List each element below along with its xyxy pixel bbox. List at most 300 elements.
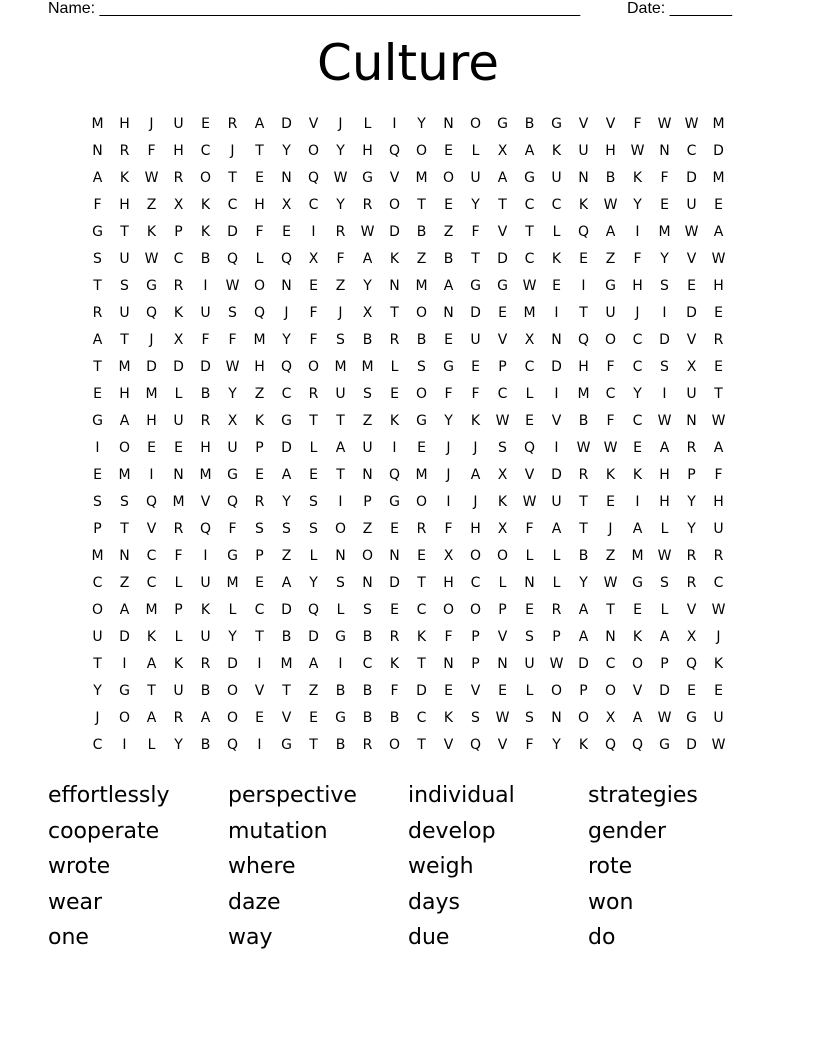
grid-letter[interactable]: L <box>309 548 318 564</box>
grid-letter[interactable]: Q <box>523 440 536 456</box>
grid-letter[interactable]: Q <box>388 143 401 159</box>
grid-letter[interactable]: I <box>122 656 127 672</box>
grid-letter[interactable]: E <box>309 278 318 294</box>
grid-letter[interactable]: P <box>552 629 561 645</box>
grid-letter[interactable]: K <box>146 224 157 240</box>
grid-letter[interactable]: R <box>335 224 346 240</box>
grid-letter[interactable]: Y <box>687 494 696 510</box>
grid-letter[interactable]: E <box>255 575 264 591</box>
grid-letter[interactable]: U <box>713 521 724 537</box>
grid-letter[interactable]: B <box>524 116 535 132</box>
grid-letter[interactable]: Q <box>631 737 644 753</box>
grid-letter[interactable]: F <box>228 521 237 537</box>
grid-letter[interactable]: D <box>173 359 184 375</box>
grid-letter[interactable]: A <box>335 440 346 456</box>
grid-letter[interactable]: C <box>416 710 427 726</box>
grid-letter[interactable]: E <box>309 710 318 726</box>
grid-letter[interactable]: S <box>525 710 534 726</box>
grid-letter[interactable]: V <box>497 737 508 753</box>
grid-letter[interactable]: K <box>389 251 400 267</box>
grid-letter[interactable]: V <box>578 116 589 132</box>
grid-letter[interactable]: G <box>632 575 643 591</box>
grid-letter[interactable]: Y <box>228 386 237 402</box>
grid-letter[interactable]: I <box>446 494 451 510</box>
grid-letter[interactable]: X <box>173 332 184 348</box>
grid-letter[interactable]: W <box>684 116 699 132</box>
grid-letter[interactable]: Z <box>416 251 427 267</box>
grid-letter[interactable]: K <box>605 467 616 483</box>
grid-letter[interactable]: A <box>308 656 319 672</box>
grid-letter[interactable]: F <box>444 521 453 537</box>
grid-letter[interactable]: O <box>361 548 374 564</box>
grid-letter[interactable]: H <box>200 440 211 456</box>
grid-letter[interactable]: E <box>282 224 291 240</box>
grid-letter[interactable]: J <box>473 494 478 510</box>
grid-letter[interactable]: M <box>658 224 671 240</box>
grid-letter[interactable]: E <box>714 359 723 375</box>
grid-letter[interactable]: Q <box>280 359 293 375</box>
grid-letter[interactable]: W <box>603 440 618 456</box>
grid-letter[interactable]: T <box>579 305 588 321</box>
grid-letter[interactable]: W <box>225 278 240 294</box>
grid-letter[interactable]: U <box>335 386 346 402</box>
grid-letter[interactable]: M <box>415 278 428 294</box>
grid-letter[interactable]: V <box>146 521 157 537</box>
grid-letter[interactable]: G <box>497 278 508 294</box>
grid-letter[interactable]: D <box>713 143 724 159</box>
grid-letter[interactable]: E <box>525 602 534 618</box>
grid-letter[interactable]: O <box>442 602 455 618</box>
grid-letter[interactable]: N <box>362 575 373 591</box>
grid-letter[interactable]: N <box>686 413 697 429</box>
grid-letter[interactable]: A <box>254 116 265 132</box>
grid-letter[interactable]: G <box>227 548 238 564</box>
grid-letter[interactable]: V <box>443 737 454 753</box>
grid-letter[interactable]: T <box>606 602 615 618</box>
grid-letter[interactable]: Y <box>336 197 345 213</box>
grid-letter[interactable]: Y <box>660 251 669 267</box>
grid-letter[interactable]: G <box>335 629 346 645</box>
grid-letter[interactable]: Z <box>281 548 292 564</box>
grid-letter[interactable]: U <box>551 494 562 510</box>
grid-letter[interactable]: H <box>254 359 265 375</box>
grid-letter[interactable]: M <box>577 386 590 402</box>
grid-letter[interactable]: M <box>415 467 428 483</box>
grid-letter[interactable]: F <box>633 116 642 132</box>
grid-letter[interactable]: L <box>174 575 183 591</box>
grid-letter[interactable]: S <box>363 602 372 618</box>
grid-letter[interactable]: M <box>712 170 725 186</box>
grid-letter[interactable]: O <box>577 710 590 726</box>
grid-letter[interactable]: F <box>444 629 453 645</box>
grid-letter[interactable]: N <box>578 170 589 186</box>
grid-letter[interactable]: S <box>120 494 129 510</box>
grid-letter[interactable]: R <box>551 602 562 618</box>
grid-letter[interactable]: K <box>200 602 211 618</box>
grid-letter[interactable]: N <box>497 656 508 672</box>
grid-letter[interactable]: F <box>390 683 399 699</box>
grid-letter[interactable]: G <box>281 737 292 753</box>
grid-letter[interactable]: T <box>282 683 291 699</box>
grid-letter[interactable]: S <box>120 278 129 294</box>
grid-letter[interactable]: E <box>714 197 723 213</box>
grid-letter[interactable]: O <box>307 143 320 159</box>
grid-letter[interactable]: Y <box>444 413 453 429</box>
grid-letter[interactable]: N <box>173 467 184 483</box>
grid-letter[interactable]: K <box>416 629 427 645</box>
grid-letter[interactable]: O <box>334 521 347 537</box>
grid-letter[interactable]: A <box>578 602 589 618</box>
grid-letter[interactable]: U <box>470 332 481 348</box>
grid-letter[interactable]: S <box>93 494 102 510</box>
grid-letter[interactable]: K <box>146 629 157 645</box>
grid-letter[interactable]: C <box>497 386 508 402</box>
grid-letter[interactable]: H <box>254 197 265 213</box>
grid-letter[interactable]: L <box>660 521 669 537</box>
grid-letter[interactable]: H <box>443 575 454 591</box>
grid-letter[interactable]: K <box>389 413 400 429</box>
grid-letter[interactable]: C <box>200 143 211 159</box>
grid-letter[interactable]: I <box>554 305 559 321</box>
grid-letter[interactable]: L <box>255 251 264 267</box>
grid-letter[interactable]: F <box>606 359 615 375</box>
grid-letter[interactable]: U <box>173 413 184 429</box>
grid-letter[interactable]: K <box>632 170 643 186</box>
grid-letter[interactable]: D <box>659 332 670 348</box>
grid-letter[interactable]: S <box>309 521 318 537</box>
grid-letter[interactable]: X <box>497 467 508 483</box>
grid-letter[interactable]: G <box>92 413 103 429</box>
grid-letter[interactable]: E <box>444 683 453 699</box>
grid-letter[interactable]: S <box>93 251 102 267</box>
grid-letter[interactable]: B <box>281 629 292 645</box>
grid-letter[interactable]: N <box>443 656 454 672</box>
grid-letter[interactable]: T <box>714 386 723 402</box>
grid-letter[interactable]: Y <box>633 197 642 213</box>
grid-letter[interactable]: O <box>550 683 563 699</box>
grid-letter[interactable]: Y <box>579 575 588 591</box>
grid-letter[interactable]: V <box>254 683 265 699</box>
grid-letter[interactable]: O <box>604 683 617 699</box>
grid-letter[interactable]: D <box>470 305 481 321</box>
grid-letter[interactable]: K <box>443 710 454 726</box>
grid-letter[interactable]: V <box>497 224 508 240</box>
grid-letter[interactable]: N <box>524 575 535 591</box>
grid-letter[interactable]: P <box>579 683 588 699</box>
grid-letter[interactable]: V <box>686 332 697 348</box>
grid-letter[interactable]: J <box>338 305 343 321</box>
grid-letter[interactable]: V <box>497 332 508 348</box>
grid-letter[interactable]: R <box>686 548 697 564</box>
grid-letter[interactable]: U <box>362 440 373 456</box>
grid-letter[interactable]: T <box>336 413 345 429</box>
grid-letter[interactable]: R <box>713 548 724 564</box>
name-field-label[interactable]: Name: ______________________________________________________ <box>48 0 581 17</box>
grid-letter[interactable]: M <box>145 386 158 402</box>
grid-letter[interactable]: B <box>443 251 454 267</box>
grid-letter[interactable]: H <box>659 494 670 510</box>
grid-letter[interactable]: G <box>335 710 346 726</box>
grid-letter[interactable]: T <box>93 359 102 375</box>
grid-letter[interactable]: P <box>255 440 264 456</box>
grid-letter[interactable]: U <box>92 629 103 645</box>
grid-letter[interactable]: W <box>711 737 726 753</box>
grid-letter[interactable]: Q <box>226 737 239 753</box>
grid-letter[interactable]: R <box>362 737 373 753</box>
grid-letter[interactable]: T <box>309 737 318 753</box>
grid-letter[interactable]: K <box>119 170 130 186</box>
grid-letter[interactable]: L <box>174 386 183 402</box>
grid-letter[interactable]: V <box>686 251 697 267</box>
grid-letter[interactable]: E <box>390 386 399 402</box>
grid-letter[interactable]: Z <box>146 197 157 213</box>
grid-letter[interactable]: W <box>603 575 618 591</box>
grid-letter[interactable]: H <box>713 278 724 294</box>
grid-letter[interactable]: D <box>200 359 211 375</box>
grid-letter[interactable]: B <box>200 251 211 267</box>
grid-letter[interactable]: R <box>254 494 265 510</box>
grid-letter[interactable]: W <box>144 251 159 267</box>
grid-letter[interactable]: T <box>336 467 345 483</box>
grid-letter[interactable]: H <box>578 359 589 375</box>
grid-letter[interactable]: G <box>362 170 373 186</box>
grid-letter[interactable]: Y <box>282 494 291 510</box>
grid-letter[interactable]: A <box>632 521 643 537</box>
grid-letter[interactable]: S <box>309 494 318 510</box>
grid-letter[interactable]: P <box>255 548 264 564</box>
grid-letter[interactable]: R <box>200 656 211 672</box>
grid-letter[interactable]: Y <box>336 143 345 159</box>
grid-letter[interactable]: Q <box>685 656 698 672</box>
grid-letter[interactable]: P <box>660 656 669 672</box>
grid-letter[interactable]: E <box>309 467 318 483</box>
grid-letter[interactable]: R <box>119 143 130 159</box>
grid-letter[interactable]: B <box>389 710 400 726</box>
grid-letter[interactable]: C <box>362 656 373 672</box>
grid-letter[interactable]: X <box>497 143 508 159</box>
grid-letter[interactable]: E <box>498 305 507 321</box>
grid-letter[interactable]: G <box>281 413 292 429</box>
grid-letter[interactable]: O <box>388 737 401 753</box>
grid-letter[interactable]: E <box>660 197 669 213</box>
grid-letter[interactable]: A <box>146 656 157 672</box>
grid-letter[interactable]: J <box>473 440 478 456</box>
grid-letter[interactable]: K <box>173 656 184 672</box>
grid-letter[interactable]: W <box>684 224 699 240</box>
grid-letter[interactable]: T <box>525 224 534 240</box>
grid-letter[interactable]: O <box>415 386 428 402</box>
grid-letter[interactable]: Z <box>443 224 454 240</box>
grid-letter[interactable]: G <box>470 278 481 294</box>
grid-letter[interactable]: A <box>659 629 670 645</box>
grid-letter[interactable]: E <box>444 197 453 213</box>
grid-letter[interactable]: T <box>255 629 264 645</box>
grid-letter[interactable]: O <box>118 710 131 726</box>
grid-letter[interactable]: J <box>230 143 235 159</box>
grid-letter[interactable]: L <box>174 629 183 645</box>
grid-letter[interactable]: W <box>657 548 672 564</box>
grid-letter[interactable]: I <box>635 494 640 510</box>
grid-letter[interactable]: J <box>149 332 154 348</box>
grid-letter[interactable]: X <box>362 305 373 321</box>
grid-letter[interactable]: Q <box>469 737 482 753</box>
grid-letter[interactable]: F <box>309 305 318 321</box>
grid-letter[interactable]: L <box>498 575 507 591</box>
grid-letter[interactable]: D <box>146 359 157 375</box>
grid-letter[interactable]: U <box>173 116 184 132</box>
grid-letter[interactable]: J <box>446 440 451 456</box>
grid-letter[interactable]: C <box>605 386 616 402</box>
grid-letter[interactable]: T <box>471 251 480 267</box>
grid-letter[interactable]: F <box>336 251 345 267</box>
grid-letter[interactable]: A <box>92 170 103 186</box>
grid-letter[interactable]: M <box>280 656 293 672</box>
grid-letter[interactable]: C <box>254 602 265 618</box>
grid-letter[interactable]: J <box>635 305 640 321</box>
grid-letter[interactable]: N <box>659 143 670 159</box>
grid-letter[interactable]: K <box>497 494 508 510</box>
grid-letter[interactable]: L <box>471 143 480 159</box>
grid-letter[interactable]: K <box>551 251 562 267</box>
grid-letter[interactable]: H <box>173 143 184 159</box>
grid-letter[interactable]: M <box>118 359 131 375</box>
grid-letter[interactable]: V <box>308 116 319 132</box>
grid-letter[interactable]: W <box>603 197 618 213</box>
grid-letter[interactable]: R <box>92 305 103 321</box>
grid-letter[interactable]: G <box>497 116 508 132</box>
grid-letter[interactable]: T <box>309 413 318 429</box>
grid-letter[interactable]: W <box>225 359 240 375</box>
grid-letter[interactable]: A <box>443 278 454 294</box>
grid-letter[interactable]: R <box>173 278 184 294</box>
grid-letter[interactable]: Z <box>308 683 319 699</box>
grid-letter[interactable]: E <box>417 440 426 456</box>
grid-letter[interactable]: F <box>174 548 183 564</box>
grid-letter[interactable]: R <box>416 521 427 537</box>
grid-letter[interactable]: A <box>713 440 724 456</box>
grid-letter[interactable]: E <box>174 440 183 456</box>
grid-letter[interactable]: Y <box>174 737 183 753</box>
grid-letter[interactable]: J <box>338 116 343 132</box>
grid-letter[interactable]: B <box>416 224 427 240</box>
grid-letter[interactable]: P <box>174 224 183 240</box>
grid-letter[interactable]: N <box>389 278 400 294</box>
grid-letter[interactable]: H <box>119 386 130 402</box>
grid-letter[interactable]: V <box>470 683 481 699</box>
grid-letter[interactable]: Y <box>552 737 561 753</box>
grid-letter[interactable]: T <box>255 143 264 159</box>
grid-letter[interactable]: T <box>417 197 426 213</box>
grid-letter[interactable]: S <box>336 575 345 591</box>
grid-letter[interactable]: I <box>392 440 397 456</box>
grid-letter[interactable]: H <box>119 116 130 132</box>
grid-letter[interactable]: N <box>281 170 292 186</box>
grid-letter[interactable]: Z <box>362 413 373 429</box>
grid-letter[interactable]: L <box>363 116 372 132</box>
grid-letter[interactable]: J <box>716 629 721 645</box>
grid-letter[interactable]: L <box>525 386 534 402</box>
grid-letter[interactable]: D <box>686 170 697 186</box>
grid-letter[interactable]: U <box>119 251 130 267</box>
grid-letter[interactable]: B <box>335 683 346 699</box>
grid-letter[interactable]: E <box>255 710 264 726</box>
grid-letter[interactable]: E <box>498 683 507 699</box>
grid-letter[interactable]: U <box>173 683 184 699</box>
grid-letter[interactable]: M <box>523 305 536 321</box>
grid-letter[interactable]: J <box>446 467 451 483</box>
grid-letter[interactable]: E <box>444 332 453 348</box>
grid-letter[interactable]: J <box>608 521 613 537</box>
grid-letter[interactable]: E <box>147 440 156 456</box>
grid-letter[interactable]: O <box>631 656 644 672</box>
grid-letter[interactable]: M <box>145 602 158 618</box>
grid-letter[interactable]: I <box>203 278 208 294</box>
grid-letter[interactable]: M <box>91 548 104 564</box>
grid-letter[interactable]: V <box>200 494 211 510</box>
grid-letter[interactable]: N <box>389 548 400 564</box>
grid-letter[interactable]: U <box>200 575 211 591</box>
grid-letter[interactable]: H <box>362 143 373 159</box>
grid-letter[interactable]: S <box>282 521 291 537</box>
grid-letter[interactable]: E <box>255 170 264 186</box>
grid-letter[interactable]: D <box>659 683 670 699</box>
grid-letter[interactable]: E <box>417 548 426 564</box>
grid-letter[interactable]: O <box>604 332 617 348</box>
grid-letter[interactable]: E <box>606 494 615 510</box>
grid-letter[interactable]: T <box>120 332 129 348</box>
grid-letter[interactable]: F <box>444 386 453 402</box>
grid-letter[interactable]: H <box>713 494 724 510</box>
grid-letter[interactable]: O <box>415 494 428 510</box>
grid-letter[interactable]: R <box>686 440 697 456</box>
grid-letter[interactable]: F <box>201 332 210 348</box>
grid-letter[interactable]: S <box>255 521 264 537</box>
grid-letter[interactable]: Y <box>282 143 291 159</box>
grid-letter[interactable]: D <box>686 305 697 321</box>
grid-letter[interactable]: C <box>524 197 535 213</box>
grid-letter[interactable]: L <box>309 440 318 456</box>
grid-letter[interactable]: L <box>147 737 156 753</box>
grid-letter[interactable]: E <box>633 440 642 456</box>
grid-letter[interactable]: O <box>253 278 266 294</box>
grid-letter[interactable]: T <box>579 521 588 537</box>
grid-letter[interactable]: A <box>632 710 643 726</box>
grid-letter[interactable]: C <box>686 143 697 159</box>
grid-letter[interactable]: K <box>713 656 724 672</box>
grid-letter[interactable]: F <box>93 197 102 213</box>
grid-letter[interactable]: Q <box>226 251 239 267</box>
grid-letter[interactable]: P <box>174 602 183 618</box>
grid-letter[interactable]: U <box>551 170 562 186</box>
grid-letter[interactable]: X <box>497 521 508 537</box>
grid-letter[interactable]: Q <box>199 521 212 537</box>
grid-letter[interactable]: E <box>633 602 642 618</box>
grid-letter[interactable]: Y <box>309 575 318 591</box>
grid-letter[interactable]: Y <box>471 197 480 213</box>
grid-letter[interactable]: C <box>308 197 319 213</box>
grid-letter[interactable]: A <box>659 440 670 456</box>
grid-letter[interactable]: H <box>119 197 130 213</box>
grid-letter[interactable]: L <box>660 602 669 618</box>
grid-letter[interactable]: O <box>469 116 482 132</box>
grid-letter[interactable]: R <box>389 332 400 348</box>
grid-letter[interactable]: I <box>338 494 343 510</box>
grid-letter[interactable]: W <box>144 170 159 186</box>
grid-letter[interactable]: D <box>308 629 319 645</box>
grid-letter[interactable]: Z <box>362 521 373 537</box>
grid-letter[interactable]: G <box>146 278 157 294</box>
grid-letter[interactable]: E <box>552 278 561 294</box>
